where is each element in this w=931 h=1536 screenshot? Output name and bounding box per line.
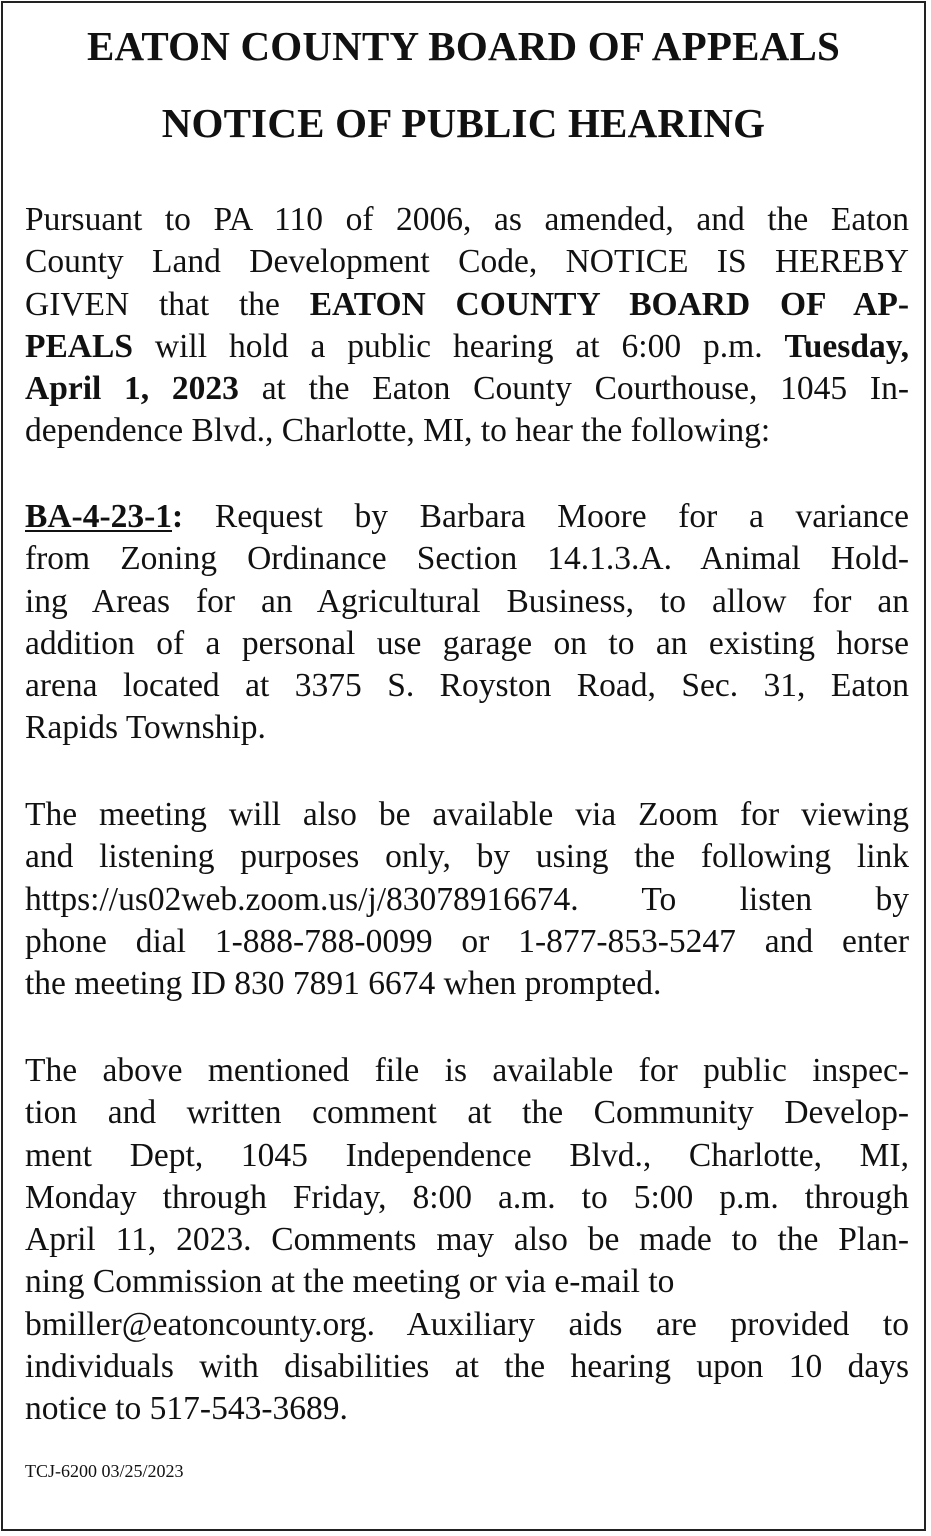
hearing-weekday: Tuesday, [784,327,909,365]
case-line: ing Areas for an Agricultural Business, to allow for an [25,582,909,620]
email-line[interactable]: bmiller@eatoncounty.org. Auxiliary aids are provided to [25,1305,909,1343]
inspection-line: Monday through Friday, 8:00 a.m. to 5:00 p.m. through [25,1178,909,1216]
intro-paragraph [25,199,909,453]
case-line: from Zoning Ordinance Section 14.1.3.A. Animal Hold- [25,540,909,578]
case-paragraph [25,496,909,750]
case-line: arena located at 3375 S. Royston Road, Sec. 31, Eaton [25,667,909,705]
intro-text: GIVEN that the [25,285,310,323]
zoom-line: the meeting ID 830 7891 6674 when prompted. [25,965,662,1003]
inspection-line: notice to 517-543-3689. [25,1390,348,1428]
case-line: Rapids Township. [25,709,266,747]
case-line [25,496,909,538]
inspection-line: The above mentioned file is available for public inspec- [25,1052,909,1089]
case-text: Request by Barbara Moore for a variance [183,498,909,535]
case-line: addition of a personal use garage on to an existing horse [25,624,909,662]
hearing-date: April 1, 2023 [25,370,239,408]
publication-code: TCJ-6200 03/25/2023 [25,1461,184,1481]
inspection-line: individuals with disabilities at the hearing upon 10 days [25,1348,909,1386]
case-id [25,498,183,535]
inspection-line: ment Dept, 1045 Independence Blvd., Charlotte, MI, [25,1136,909,1174]
public-notice [1,1,926,1531]
intro-line [25,284,909,326]
inspection-paragraph [25,1050,909,1431]
intro-text: will hold a public hearing at 6:00 p.m. [132,327,785,365]
zoom-link-line[interactable]: https://us02web.zoom.us/j/83078916674. To listen by [25,880,909,918]
intro-line [25,326,909,368]
intro-line: County Land Development Code, NOTICE IS HEREBY [25,243,909,281]
intro-line [25,368,909,410]
inspection-line: April 11, 2023. Comments may also be made to the Plan- [25,1221,909,1259]
intro-text: at the Eaton County Courthouse, 1045 In- [238,370,909,408]
zoom-paragraph [25,794,909,1005]
notice-subtitle: NOTICE OF PUBLIC HEARING [161,100,766,146]
zoom-line: and listening purposes only, by using the following link [25,838,909,876]
case-id-colon: : [172,498,184,535]
inspection-line: tion and written comment at the Community Develop- [25,1094,909,1132]
board-name-end: PEALS [25,327,133,365]
case-id-underlined: BA-4-23-1 [25,498,173,535]
intro-line: Pursuant to PA 110 of 2006, as amended, and the Eaton [25,201,909,238]
inspection-line: ning Commission at the meeting or via e-mail to [25,1263,675,1301]
board-name: EATON COUNTY BOARD OF AP- [309,285,909,323]
notice-title: EATON COUNTY BOARD OF APPEALS [87,23,840,69]
intro-line: dependence Blvd., Charlotte, MI, to hear the following: [25,412,771,450]
zoom-line: phone dial 1-888-788-0099 or 1-877-853-5247 and enter [25,922,909,960]
zoom-line: The meeting will also be available via Zoom for viewing [25,796,909,833]
